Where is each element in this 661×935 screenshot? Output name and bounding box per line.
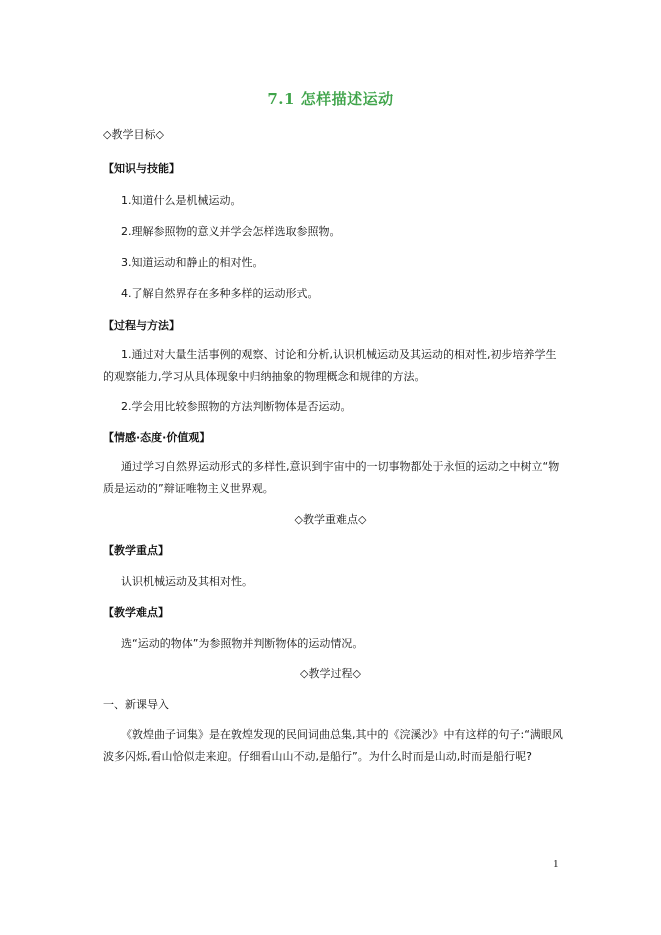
section-teaching-process: ◇教学过程◇	[300, 667, 361, 680]
knowledge-item: 4.了解自然界存在多种多样的运动形式。	[121, 287, 319, 300]
section-key-difficult: ◇教学重难点◇	[294, 513, 367, 526]
page-number: 1	[553, 858, 559, 870]
heading-process: 【过程与方法】	[103, 319, 180, 332]
knowledge-item: 2.理解参照物的意义并学会怎样选取参照物。	[121, 225, 341, 238]
section-teaching-goals: ◇教学目标◇	[103, 128, 164, 141]
heading-emotion: 【情感·态度·价值观】	[103, 431, 211, 444]
heading-intro: 一、新课导入	[103, 698, 169, 711]
key-text: 认识机械运动及其相对性。	[121, 575, 253, 588]
heading-difficult: 【教学难点】	[103, 606, 169, 619]
process-item: 2.学会用比较参照物的方法判断物体是否运动。	[121, 400, 352, 413]
page-title: 7.1 怎样描述运动	[267, 90, 394, 108]
intro-text: 《敦煌曲子词集》是在敦煌发现的民间词曲总集,其中的《浣溪沙》中有这样的句子:“满眼风波多闪烁,看山恰似走来迎。仔细看山山不动,是船行”。为什么时而是山动,时而是船行呢?	[103, 728, 563, 763]
heading-knowledge: 【知识与技能】	[103, 162, 180, 175]
knowledge-item: 1.知道什么是机械运动。	[121, 194, 242, 207]
knowledge-item: 3.知道运动和静止的相对性。	[121, 256, 264, 269]
difficult-text: 选“运动的物体”为参照物并判断物体的运动情况。	[121, 637, 364, 650]
process-item: 1.通过对大量生活事例的观察、讨论和分析,认识机械运动及其运动的相对性,初步培养学生的观察能力,学习从具体现象中归纳抽象的物理概念和规律的方法。	[103, 348, 557, 383]
emotion-text: 通过学习自然界运动形式的多样性,意识到宇宙中的一切事物都处于永恒的运动之中树立“物质是运动的”辩证唯物主义世界观。	[103, 460, 560, 495]
heading-key: 【教学重点】	[103, 544, 169, 557]
